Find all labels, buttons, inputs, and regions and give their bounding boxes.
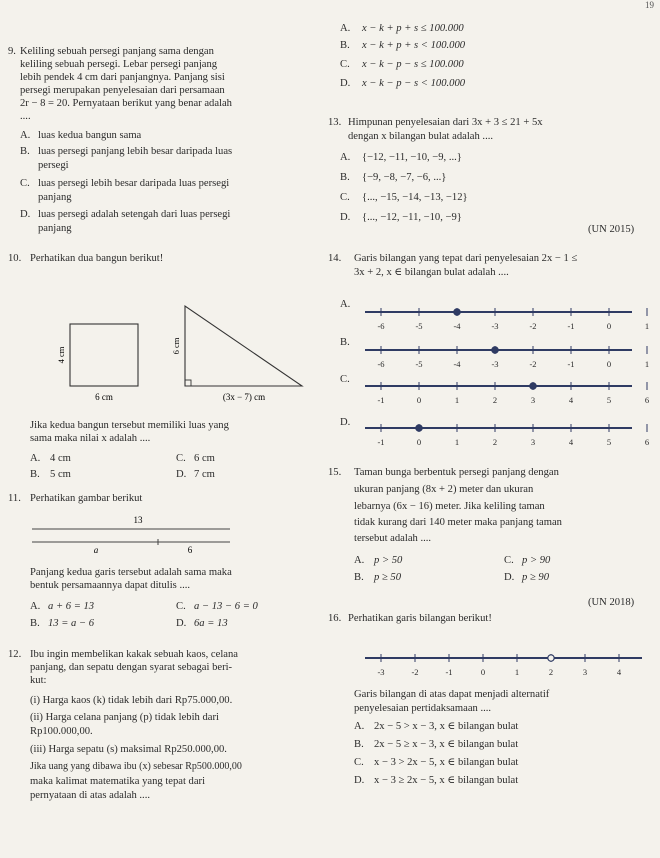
q11-label-a: a — [93, 545, 99, 555]
q10-line: Jika kedua bangun tersebut memiliki luas yang — [30, 420, 229, 431]
right-angle-mark — [185, 380, 191, 386]
number-line-tick-label: 4 — [616, 667, 622, 677]
q9-line: persegi merupakan penyelesaian dari persamaan — [20, 85, 225, 96]
q14-line: Garis bilangan yang tepat dari penyelesaian 2x − 1 ≤ — [354, 253, 578, 264]
q11-option-letter: B. — [30, 618, 40, 629]
rect-side-label: 4 cm — [56, 346, 66, 364]
q12-option-letter: C. — [340, 59, 350, 70]
q13-option-letter: B. — [340, 172, 350, 183]
q11-option-c: a − 13 − 6 = 0 — [194, 601, 258, 612]
q16-line: penyelesaian pertidaksamaan .... — [354, 703, 492, 714]
q11-option-d: 6a = 13 — [194, 618, 228, 629]
number-line-tick-label: 0 — [606, 359, 612, 369]
number-line-tick-label: -1 — [567, 359, 575, 369]
number-line-tick-label: 5 — [606, 437, 612, 447]
q11-option-letter: A. — [30, 601, 41, 612]
q15-line: ukuran panjang (8x + 2) meter dan ukuran — [354, 484, 534, 495]
number-line-tick-label: 0 — [480, 667, 486, 677]
number-line-tick-label: 1 — [454, 437, 460, 447]
q15-option-c: p > 90 — [522, 555, 551, 566]
q16-option-c: x − 3 > 2x − 5, x ∈ bilangan bulat — [374, 757, 519, 768]
q10-option-letter: B. — [30, 469, 40, 480]
q15-line: tersebut adalah .... — [354, 533, 432, 544]
number-line-tick-label: -2 — [529, 321, 537, 331]
number-line-tick-label: 1 — [514, 667, 520, 677]
q14-number-line-b — [340, 340, 650, 372]
q15-line: Taman bunga berbentuk persegi panjang dengan — [354, 467, 559, 478]
number-line-tick-label: -3 — [491, 321, 499, 331]
q13-option-a: {−12, −11, −10, −9, ...} — [362, 152, 462, 163]
q9-line: .... — [20, 111, 31, 122]
closed-endpoint — [416, 425, 422, 431]
q9-option-letter: C. — [20, 178, 30, 189]
q14-option-letter: C. — [340, 374, 350, 385]
q12-option-d: x − k − p − s < 100.000 — [362, 78, 466, 89]
q9-option-c-cont: panjang — [38, 192, 72, 203]
q15-option-letter: B. — [354, 572, 364, 583]
q11-option-b: 13 = a − 6 — [48, 618, 95, 629]
q14-number: 14. — [328, 253, 342, 264]
q12-line: maka kalimat matematika yang tepat dari — [30, 776, 206, 787]
q10-option-a: 4 cm — [50, 453, 71, 464]
number-line-tick-label: -5 — [415, 321, 423, 331]
q12-option-letter: B. — [340, 40, 350, 51]
q12-line: Jika uang yang dibawa ibu (x) sebesar Rp500.000,00 — [30, 761, 242, 772]
q16-text: Perhatikan garis bilangan berikut! — [348, 613, 492, 624]
q12-option-letter: D. — [340, 78, 351, 89]
triangle-shape — [185, 306, 302, 386]
number-line-tick-label: 6 — [644, 437, 650, 447]
closed-endpoint — [454, 309, 460, 315]
q10-option-c: 6 cm — [194, 453, 215, 464]
number-line-tick-label: 2 — [548, 667, 554, 677]
q10-line: sama maka nilai x adalah .... — [30, 433, 151, 444]
number-line-tick-label: -2 — [529, 359, 537, 369]
q13-option-letter: C. — [340, 192, 350, 203]
number-line-tick-label: -6 — [377, 359, 385, 369]
number-line-tick-label: -1 — [445, 667, 453, 677]
number-line-tick-label: -4 — [453, 321, 461, 331]
number-line-tick-label: -1 — [377, 437, 385, 447]
q10-number: 10. — [8, 253, 22, 264]
q9-line: lebih pendek 4 cm dari panjangnya. Panjang sisi — [20, 72, 225, 83]
q16-option-a: 2x − 5 > x − 3, x ∈ bilangan bulat — [374, 721, 519, 732]
number-line-tick-label: -1 — [377, 395, 385, 405]
q13-option-c: {..., −15, −14, −13, −12} — [362, 192, 468, 203]
q9-option-d: luas persegi adalah setengah dari luas persegi — [38, 209, 231, 220]
q13-option-d: {..., −12, −11, −10, −9} — [362, 212, 462, 223]
q12-line: pernyataan di atas adalah .... — [30, 790, 151, 801]
number-line-tick-label: -5 — [415, 359, 423, 369]
number-line-tick-label: 4 — [568, 395, 574, 405]
q11-option-letter: C. — [176, 601, 186, 612]
q9-line: keliling sebuah persegi. Lebar persegi panjang — [20, 59, 218, 70]
q14-option-letter: A. — [340, 299, 351, 310]
q10-option-d: 7 cm — [194, 469, 215, 480]
q9-option-letter: B. — [20, 146, 30, 157]
number-line-tick-label: 0 — [416, 395, 422, 405]
number-line-tick-label: 5 — [606, 395, 612, 405]
q15-line: lebarnya (6x − 16) meter. Jika keliling taman — [354, 501, 545, 512]
number-line-tick-label: -3 — [491, 359, 499, 369]
q15-option-d: p ≥ 90 — [522, 572, 550, 583]
q9-option-letter: A. — [20, 130, 31, 141]
q12-line: kut: — [30, 675, 47, 686]
q11-figure — [30, 511, 240, 559]
tri-side-label: 6 cm — [171, 337, 181, 355]
q13-option-letter: D. — [340, 212, 351, 223]
q11-option-a: a + 6 = 13 — [48, 601, 95, 612]
q11-line: bentuk persamaannya dapat ditulis .... — [30, 580, 191, 591]
q9-option-letter: D. — [20, 209, 31, 220]
right-column — [328, 0, 660, 858]
q14-option-letter: B. — [340, 337, 350, 348]
q16-line: Garis bilangan di atas dapat menjadi alternatif — [354, 689, 550, 700]
q9-number: 9. — [8, 46, 16, 57]
q9-option-a: luas kedua bangun sama — [38, 130, 142, 141]
page-number: 19 — [645, 0, 654, 10]
q15-option-letter: D. — [504, 572, 515, 583]
q13-source: (UN 2015) — [588, 224, 635, 235]
q15-option-a: p > 50 — [374, 555, 403, 566]
q14-number-line-a — [340, 302, 650, 334]
q12-number: 12. — [8, 649, 22, 660]
q10-figure — [48, 302, 318, 402]
number-line-tick-label: 4 — [568, 437, 574, 447]
number-line-tick-label: -6 — [377, 321, 385, 331]
q15-number: 15. — [328, 467, 342, 478]
number-line-tick-label: -2 — [411, 667, 419, 677]
q14-option-letter: D. — [340, 417, 351, 428]
number-line-tick-label: 3 — [530, 395, 536, 405]
rect-bottom-label: 6 cm — [95, 392, 113, 402]
q10-option-b: 5 cm — [50, 469, 71, 480]
q15-option-letter: A. — [354, 555, 365, 566]
q9-line: 2r − 8 = 20. Pernyataan berikut yang benar adalah — [20, 98, 232, 109]
q12-line: Ibu ingin membelikan kakak sebuah kaos, celana — [30, 649, 238, 660]
number-line-tick-label: 1 — [454, 395, 460, 405]
q12-line: Rp100.000,00. — [30, 726, 93, 737]
tri-bottom-label: (3x − 7) cm — [222, 392, 266, 402]
q12-option-letter: A. — [340, 23, 351, 34]
q16-number-line — [340, 648, 650, 680]
open-endpoint — [548, 655, 554, 661]
number-line-tick-label: 3 — [582, 667, 588, 677]
q13-line: dengan x bilangan bulat adalah .... — [348, 131, 494, 142]
q16-number: 16. — [328, 613, 342, 624]
q13-line: Himpunan penyelesaian dari 3x + 3 ≤ 21 + 5x — [348, 117, 543, 128]
closed-endpoint — [492, 347, 498, 353]
q12-option-b: x − k + p + s < 100.000 — [362, 40, 466, 51]
number-line-tick-label: 0 — [606, 321, 612, 331]
q15-option-letter: C. — [504, 555, 514, 566]
q11-label-13: 13 — [133, 515, 143, 525]
number-line-tick-label: 2 — [492, 395, 498, 405]
q11-option-letter: D. — [176, 618, 187, 629]
number-line-tick-label: 2 — [492, 437, 498, 447]
q12-option-c: x − k − p − s ≤ 100.000 — [362, 59, 464, 70]
q11-number: 11. — [8, 493, 21, 504]
q12-line: (ii) Harga celana panjang (p) tidak lebih dari — [30, 712, 219, 723]
q13-number: 13. — [328, 117, 342, 128]
q14-number-line-d — [340, 418, 650, 450]
q11-line: Panjang kedua garis tersebut adalah sama maka — [30, 567, 232, 578]
q10-option-letter: D. — [176, 469, 187, 480]
q9-option-c: luas persegi lebih besar daripada luas persegi — [38, 178, 230, 189]
q12-line: (i) Harga kaos (k) tidak lebih dari Rp75.000,00. — [30, 695, 233, 706]
number-line-tick-label: 3 — [530, 437, 536, 447]
number-line-tick-label: 0 — [416, 437, 422, 447]
q16-option-d: x − 3 ≥ 2x − 5, x ∈ bilangan bulat — [374, 775, 519, 786]
q13-option-letter: A. — [340, 152, 351, 163]
left-column — [8, 0, 340, 858]
q16-option-b: 2x − 5 ≥ x − 3, x ∈ bilangan bulat — [374, 739, 519, 750]
q10-option-letter: C. — [176, 453, 186, 464]
q15-line: tidak kurang dari 140 meter maka panjang taman — [354, 517, 562, 528]
q16-option-letter: C. — [354, 757, 364, 768]
q11-label-6: 6 — [187, 545, 193, 555]
rectangle-shape — [70, 324, 138, 386]
q12-line: (iii) Harga sepatu (s) maksimal Rp250.000,00. — [30, 744, 227, 755]
number-line-tick-label: 1 — [644, 359, 650, 369]
number-line-tick-label: 1 — [644, 321, 650, 331]
number-line-tick-label: 6 — [644, 395, 650, 405]
q10-text: Perhatikan dua bangun berikut! — [30, 253, 164, 264]
q16-option-letter: D. — [354, 775, 365, 786]
q16-option-letter: A. — [354, 721, 365, 732]
q12-line: panjang, dan sepatu dengan syarat sebagai beri- — [30, 662, 233, 673]
q12-option-a: x − k + p + s ≤ 100.000 — [362, 23, 464, 34]
number-line-tick-label: -1 — [567, 321, 575, 331]
closed-endpoint — [530, 383, 536, 389]
q15-option-b: p ≥ 50 — [374, 572, 402, 583]
q9-option-b-cont: persegi — [38, 160, 69, 171]
q13-option-b: {−9, −8, −7, −6, ...} — [362, 172, 447, 183]
q10-option-letter: A. — [30, 453, 41, 464]
q14-line: 3x + 2, x ∈ bilangan bulat adalah .... — [354, 267, 509, 278]
q9-option-b: luas persegi panjang lebih besar daripada luas — [38, 146, 233, 157]
q9-line: Keliling sebuah persegi panjang sama dengan — [20, 46, 214, 57]
q15-source: (UN 2018) — [588, 597, 635, 608]
q11-text: Perhatikan gambar berikut — [30, 493, 143, 504]
q9-option-d-cont: panjang — [38, 223, 72, 234]
number-line-tick-label: -3 — [377, 667, 385, 677]
q16-option-letter: B. — [354, 739, 364, 750]
number-line-tick-label: -4 — [453, 359, 461, 369]
q14-number-line-c — [340, 376, 650, 408]
